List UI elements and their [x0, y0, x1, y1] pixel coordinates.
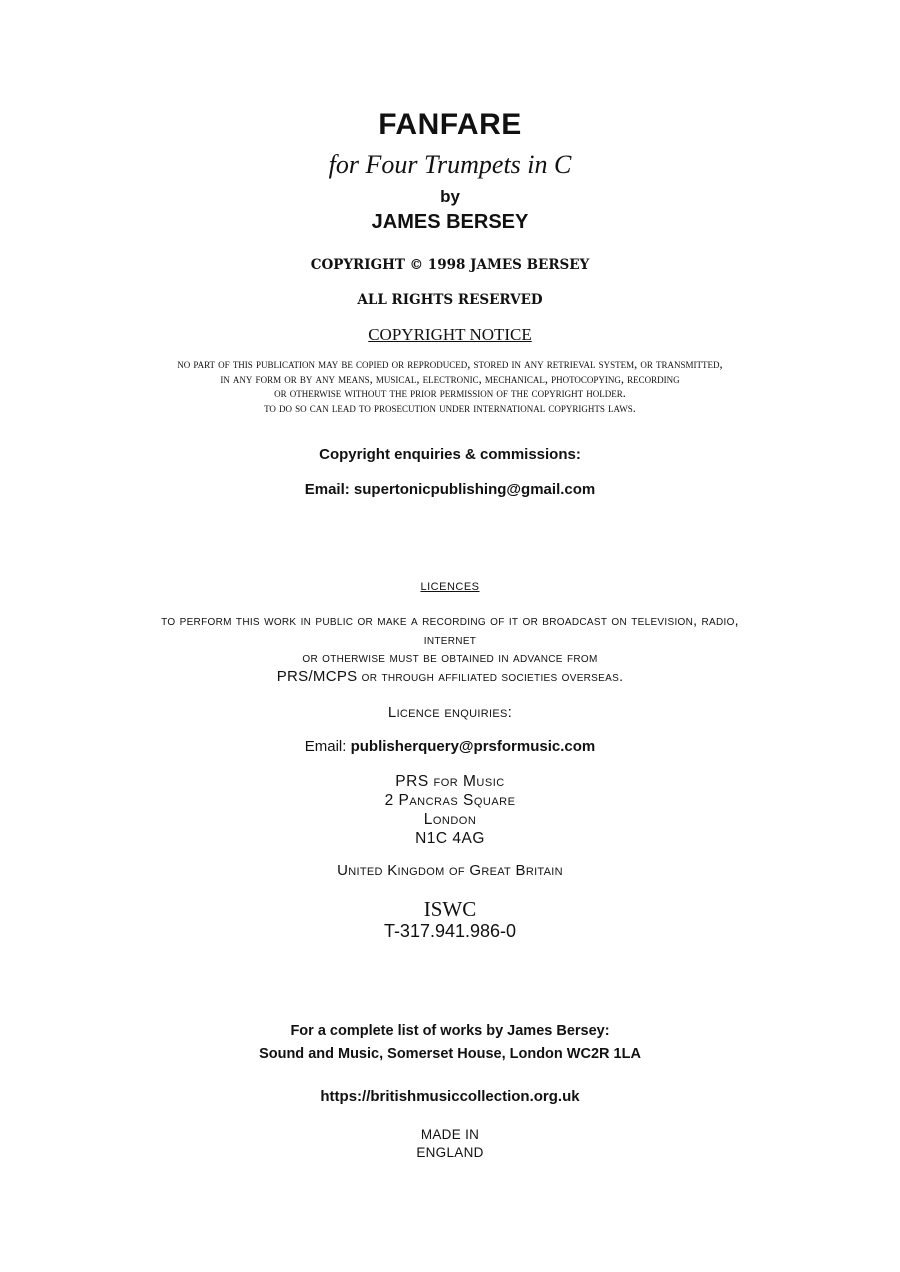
rights-line: ALL RIGHTS RESERVED: [357, 292, 543, 308]
iswc-label: ISWC: [423, 897, 477, 921]
enquiries-heading: Copyright enquiries & commissions:: [319, 446, 581, 463]
licences-line: to perform this work in public or make a recording of it or broadcast on television, radio,: [161, 612, 739, 628]
licences-text: [0, 611, 900, 686]
licences-line: or otherwise must be obtained in advance from: [302, 649, 598, 665]
works-url-link[interactable]: https://britishmusiccollection.org.uk: [320, 1088, 580, 1105]
copyright-notice-heading: COPYRIGHT NOTICE: [368, 325, 532, 344]
licences-line: internet: [423, 630, 477, 647]
prs-address: [0, 772, 900, 848]
by-label: by: [440, 187, 460, 206]
works-info: [0, 1020, 900, 1066]
address-line: 2 Pancras Square: [384, 792, 516, 809]
licences-line-rest: or through affiliated societies overseas.: [357, 667, 624, 684]
copyright-line: COPYRIGHT © 1998 JAMES BERSEY: [310, 257, 590, 273]
address-line: N1C 4AG: [415, 830, 485, 847]
copyright-notice-text: [0, 357, 900, 415]
works-line: For a complete list of works by James Bersey:: [290, 1023, 610, 1039]
made-in-line: ENGLAND: [416, 1145, 484, 1160]
notice-line: in any form or by any means, musical, electronic, mechanical, photocopying, recording: [220, 371, 680, 386]
licence-enquiries-label: Licence enquiries:: [387, 704, 513, 721]
notice-line: no part of this publication may be copied or reproduced, stored in any retrieval system, or transmitted,: [177, 357, 723, 371]
page-title: FANFARE: [378, 108, 522, 141]
enquiries-email[interactable]: Email: supertonicpublishing@gmail.com: [304, 481, 596, 498]
composer-name: JAMES BERSEY: [371, 211, 529, 233]
licence-email-label: Email:: [304, 738, 351, 755]
licences-line: [0, 667, 900, 687]
country: United Kingdom of Great Britain: [337, 862, 563, 879]
made-in-england: [0, 1126, 900, 1162]
iswc-code: T-317.941.986-0: [383, 921, 517, 941]
address-line: London: [423, 811, 477, 828]
notice-line: or otherwise without the prior permission of the copyright holder.: [274, 386, 626, 401]
notice-line: to do so can lead to prosecution under international copyrights laws.: [264, 400, 636, 415]
works-address: Sound and Music, Somerset House, London WC2R 1LA: [259, 1046, 641, 1062]
prs-mcps-label: PRS/MCPS: [276, 667, 358, 685]
subtitle: for Four Trumpets in C: [328, 150, 572, 179]
address-line: PRS for Music: [395, 773, 505, 790]
licence-email: [0, 738, 900, 755]
made-in-line: MADE IN: [420, 1127, 480, 1142]
licences-heading: licences: [420, 577, 480, 594]
licence-email-address[interactable]: publisherquery@prsformusic.com: [350, 738, 596, 755]
